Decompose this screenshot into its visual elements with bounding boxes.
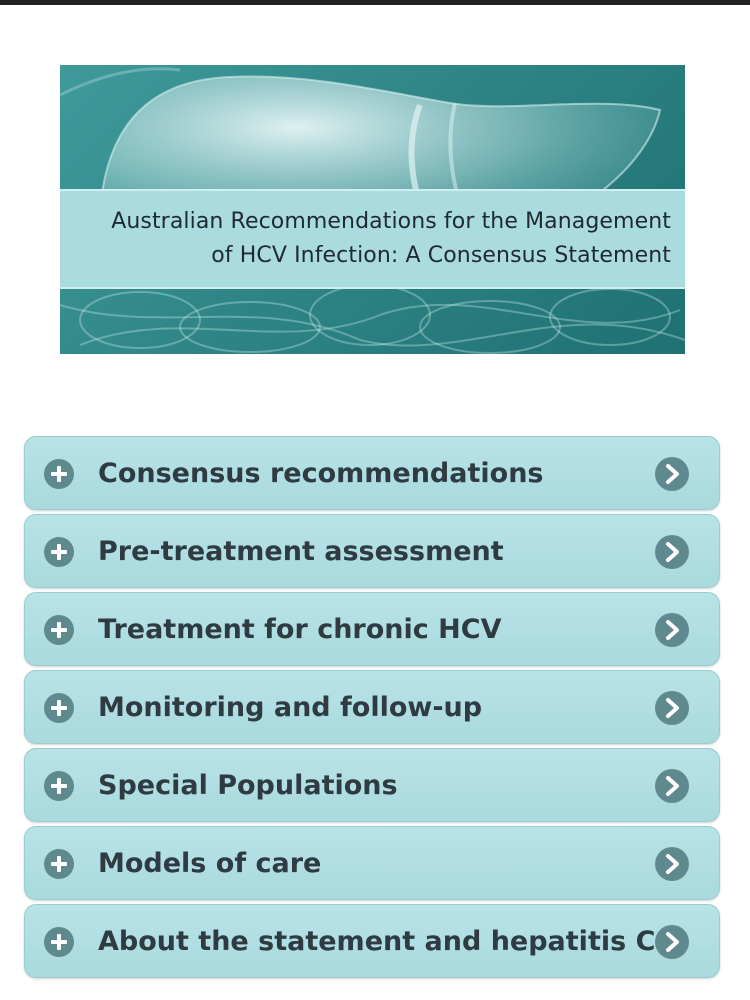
menu-item-monitoring-follow-up[interactable]	[24, 670, 720, 744]
chevron-right-icon[interactable]	[655, 457, 689, 491]
menu-item-about-statement[interactable]	[24, 904, 720, 978]
plus-circle-icon[interactable]	[44, 771, 74, 801]
menu-item-label: Models of care	[98, 848, 322, 879]
plus-circle-icon[interactable]	[44, 615, 74, 645]
menu-item-label: Treatment for chronic HCV	[98, 614, 502, 645]
menu-item-pre-treatment-assessment[interactable]	[24, 514, 720, 588]
header-banner	[60, 65, 685, 354]
chevron-right-icon[interactable]	[655, 769, 689, 803]
menu-item-label: About the statement and hepatitis C	[98, 926, 656, 957]
section-menu	[24, 436, 720, 982]
banner-title-line2: of HCV Infection: A Consensus Statement	[211, 243, 671, 268]
menu-item-label: Special Populations	[98, 770, 398, 801]
menu-item-label: Consensus recommendations	[98, 458, 544, 489]
menu-item-label: Monitoring and follow-up	[98, 692, 483, 723]
menu-item-label: Pre-treatment assessment	[98, 536, 504, 567]
status-bar	[0, 0, 750, 5]
banner-title-line1: Australian Recommendations for the Management	[111, 209, 671, 234]
menu-item-consensus-recommendations[interactable]	[24, 436, 720, 510]
banner-title-box	[60, 189, 685, 289]
chevron-right-icon[interactable]	[655, 691, 689, 725]
plus-circle-icon[interactable]	[44, 849, 74, 879]
chevron-right-icon[interactable]	[655, 847, 689, 881]
plus-circle-icon[interactable]	[44, 537, 74, 567]
plus-circle-icon[interactable]	[44, 459, 74, 489]
chevron-right-icon[interactable]	[655, 613, 689, 647]
menu-item-special-populations[interactable]	[24, 748, 720, 822]
menu-item-models-of-care[interactable]	[24, 826, 720, 900]
chevron-right-icon[interactable]	[655, 925, 689, 959]
chevron-right-icon[interactable]	[655, 535, 689, 569]
menu-item-treatment-chronic-hcv[interactable]	[24, 592, 720, 666]
plus-circle-icon[interactable]	[44, 693, 74, 723]
banner-title	[111, 205, 685, 273]
plus-circle-icon[interactable]	[44, 927, 74, 957]
